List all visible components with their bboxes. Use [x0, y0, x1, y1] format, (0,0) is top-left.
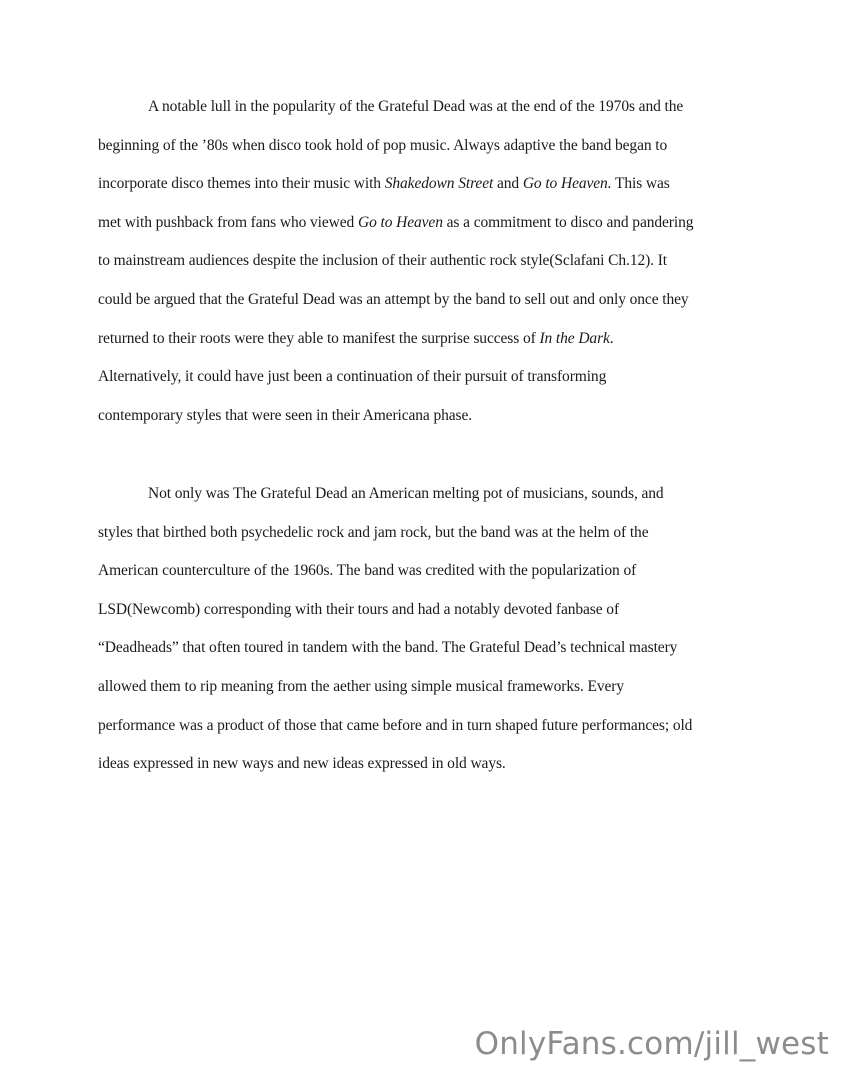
text-line — [98, 406, 472, 426]
text-line — [148, 484, 664, 504]
text-run: returned to their roots were they able to manifest the surprise success of — [98, 330, 540, 347]
text-line — [98, 523, 648, 543]
text-line — [98, 251, 667, 271]
text-run: “Deadheads” that often toured in tandem with the band. The Grateful Dead’s technical mastery — [98, 639, 678, 656]
italic-title: Go to Heaven. — [522, 175, 612, 192]
text-run: styles that birthed both psychedelic rock and jam rock, but the band was at the helm of the — [98, 524, 649, 541]
text-run: as a commitment to disco and pandering — [442, 214, 694, 231]
text-run: contemporary styles that were seen in their Americana phase. — [98, 407, 473, 424]
text-run: ideas expressed in new ways and new ideas expressed in old ways. — [98, 755, 506, 772]
text-line — [98, 174, 670, 194]
text-run: This was — [611, 175, 670, 192]
text-run: incorporate disco themes into their music with — [98, 175, 385, 192]
text-run: met with pushback from fans who viewed — [98, 214, 358, 231]
text-line — [98, 600, 619, 620]
text-run: Alternatively, it could have just been a continuation of their pursuit of transforming — [98, 368, 607, 385]
text-line — [98, 329, 614, 349]
text-line — [98, 290, 689, 310]
text-line — [148, 97, 683, 117]
text-run: could be argued that the Grateful Dead was an attempt by the band to sell out and only once they — [98, 291, 689, 308]
text-run: to mainstream audiences despite the inclusion of their authentic rock style(Sclafani Ch.12). It — [98, 252, 667, 269]
text-line — [98, 561, 636, 581]
text-run: LSD(Newcomb) corresponding with their tours and had a notably devoted fanbase of — [98, 601, 620, 618]
text-run: . — [609, 330, 614, 347]
watermark: OnlyFans.com/jill_west — [474, 1026, 829, 1062]
italic-title: Shakedown Street — [384, 175, 494, 192]
italic-title: Go to Heaven — [357, 214, 443, 231]
text-line — [98, 754, 506, 774]
text-run: Not only was The Grateful Dead an American melting pot of musicians, sounds, and — [148, 485, 664, 502]
text-run: beginning of the ’80s when disco took hold of pop music. Always adaptive the band began to — [98, 137, 668, 154]
text-line — [98, 638, 677, 658]
text-run: A notable lull in the popularity of the Grateful Dead was at the end of the 1970s and the — [148, 98, 684, 115]
italic-title: In the Dark — [539, 330, 610, 347]
text-line — [98, 367, 606, 387]
text-run: performance was a product of those that came before and in turn shaped future performances; old — [98, 717, 693, 734]
text-line — [98, 213, 693, 233]
text-line — [98, 716, 692, 736]
text-run: and — [493, 175, 523, 192]
text-run: allowed them to rip meaning from the aether using simple musical frameworks. Every — [98, 678, 624, 695]
text-line — [98, 677, 624, 697]
text-run: American counterculture of the 1960s. The band was credited with the popularization of — [98, 562, 637, 579]
text-line — [98, 136, 667, 156]
